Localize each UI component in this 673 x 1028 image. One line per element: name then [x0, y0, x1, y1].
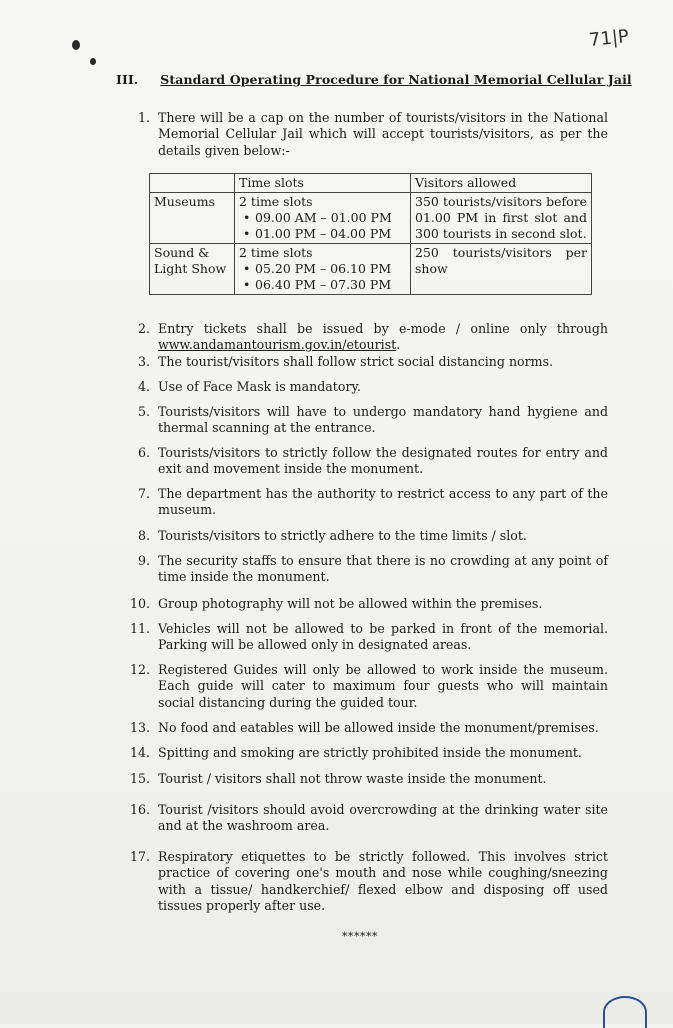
list-item — [120, 445, 608, 479]
venue-cell: Sound & Light Show — [150, 244, 235, 295]
slot-list — [239, 210, 406, 242]
slot-item: • 09.00 AM – 01.00 PM — [255, 210, 406, 226]
visitors-cell: 350 tourists/visitors before 01.00 PM in first slot and 300 tourists in second slot. — [411, 193, 592, 244]
slots-label: 2 time slots — [239, 245, 313, 260]
item-text — [158, 321, 608, 354]
section-number: III. — [116, 72, 139, 87]
list-item — [120, 354, 608, 372]
time-slots-cell — [235, 244, 411, 295]
etourist-link[interactable]: www.andamantourism.gov.in/etourist — [158, 337, 397, 353]
list-item — [120, 596, 608, 614]
list-item — [120, 528, 608, 546]
item-text: Use of Face Mask is mandatory. — [158, 379, 361, 394]
scan-speck — [72, 40, 80, 50]
table-header-row — [150, 174, 592, 193]
list-item — [120, 802, 608, 836]
handwritten-page-mark: 71|P — [588, 25, 630, 52]
slot-item: • 05.20 PM – 06.10 PM — [255, 261, 406, 277]
item-text: Tourist / visitors shall not throw waste inside the monument. — [158, 771, 547, 786]
item-number: 8. — [137, 528, 150, 543]
item-text: Tourist /visitors should avoid overcrowding at the drinking water site and at the washroom area. — [158, 802, 608, 834]
item-text: No food and eatables will be allowed inside the monument/premises. — [158, 720, 599, 735]
item-text: Respiratory etiquettes to be strictly followed. This involves strict practice of covering one's mouth and nose while coughing/sneezing with a tissue/ handkerchief/ flexed elbow and disposing off used tissues properly after use. — [158, 849, 608, 913]
item-text: Tourists/visitors will have to undergo mandatory hand hygiene and thermal scanning at the entrance. — [158, 404, 608, 436]
list-item — [120, 553, 608, 587]
item-number: 17. — [129, 849, 150, 864]
item-number: 1. — [137, 110, 150, 125]
item-number: 6. — [137, 445, 150, 460]
item-number: 2. — [137, 321, 150, 336]
item-text: Spitting and smoking are strictly prohibited inside the monument. — [158, 745, 582, 760]
list-item — [120, 745, 608, 763]
item-text-lead: Entry tickets shall be issued by e-mode / online only through — [158, 321, 608, 336]
item-number: 12. — [129, 662, 150, 677]
table-row — [150, 193, 592, 244]
list-item — [120, 849, 608, 915]
item-number: 5. — [137, 404, 150, 419]
visitors-cell: 250 tourists/visitors per show — [411, 244, 592, 295]
end-marker: ****** — [342, 930, 378, 943]
signature-mark — [603, 996, 647, 1028]
venue-cell: Museums — [150, 193, 235, 244]
slot-item: • 01.00 PM – 04.00 PM — [255, 226, 406, 242]
list-item — [120, 321, 608, 355]
visitor-slots-table — [149, 173, 592, 295]
item-number: 15. — [129, 771, 150, 786]
item-number: 16. — [129, 802, 150, 817]
list-item — [120, 486, 608, 520]
item-text: Tourists/visitors to strictly adhere to the time limits / slot. — [158, 528, 527, 543]
item-number: 14. — [129, 745, 150, 760]
item-number: 10. — [129, 596, 150, 611]
list-item — [120, 110, 608, 160]
item-text: The security staffs to ensure that there is no crowding at any point of time inside the monument. — [158, 553, 608, 585]
slots-label: 2 time slots — [239, 194, 313, 209]
item-number: 7. — [137, 486, 150, 501]
item-text: The tourist/visitors shall follow strict social distancing norms. — [158, 354, 554, 369]
table-header-cell: Time slots — [235, 174, 411, 193]
item-text: There will be a cap on the number of tourists/visitors in the National Memorial Cellular Jail which will accept tourists/visitors, as per the details given below:- — [158, 110, 608, 158]
list-item — [120, 771, 608, 789]
item-text: Group photography will not be allowed within the premises. — [158, 596, 543, 611]
item-text-end: . — [396, 337, 401, 353]
item-text: Registered Guides will only be allowed to work inside the museum. Each guide will cater to maximum four guests who will maintain social distancing during the guided tour. — [158, 662, 608, 710]
time-slots-cell — [235, 193, 411, 244]
list-item — [120, 621, 608, 655]
scan-speck — [90, 58, 96, 65]
item-number: 9. — [137, 553, 150, 568]
list-item — [120, 379, 608, 397]
table-header-cell: Visitors allowed — [411, 174, 592, 193]
item-number: 3. — [137, 354, 150, 369]
table-row — [150, 244, 592, 295]
section-heading — [116, 72, 632, 87]
list-item — [120, 662, 608, 712]
list-item — [120, 720, 608, 738]
item-text: Tourists/visitors to strictly follow the designated routes for entry and exit and movement inside the monument. — [158, 445, 608, 477]
item-text: The department has the authority to restrict access to any part of the museum. — [158, 486, 608, 518]
item-text: Vehicles will not be allowed to be parked in front of the memorial. Parking will be allowed only in designated areas. — [158, 621, 608, 653]
item-number: 13. — [129, 720, 150, 735]
section-title: Standard Operating Procedure for National Memorial Cellular Jail — [160, 72, 632, 87]
list-item — [120, 404, 608, 438]
item-number: 4. — [137, 379, 150, 394]
table-header-cell — [150, 174, 235, 193]
slot-list — [239, 261, 406, 293]
slot-item: • 06.40 PM – 07.30 PM — [255, 277, 406, 293]
item-number: 11. — [129, 621, 150, 636]
